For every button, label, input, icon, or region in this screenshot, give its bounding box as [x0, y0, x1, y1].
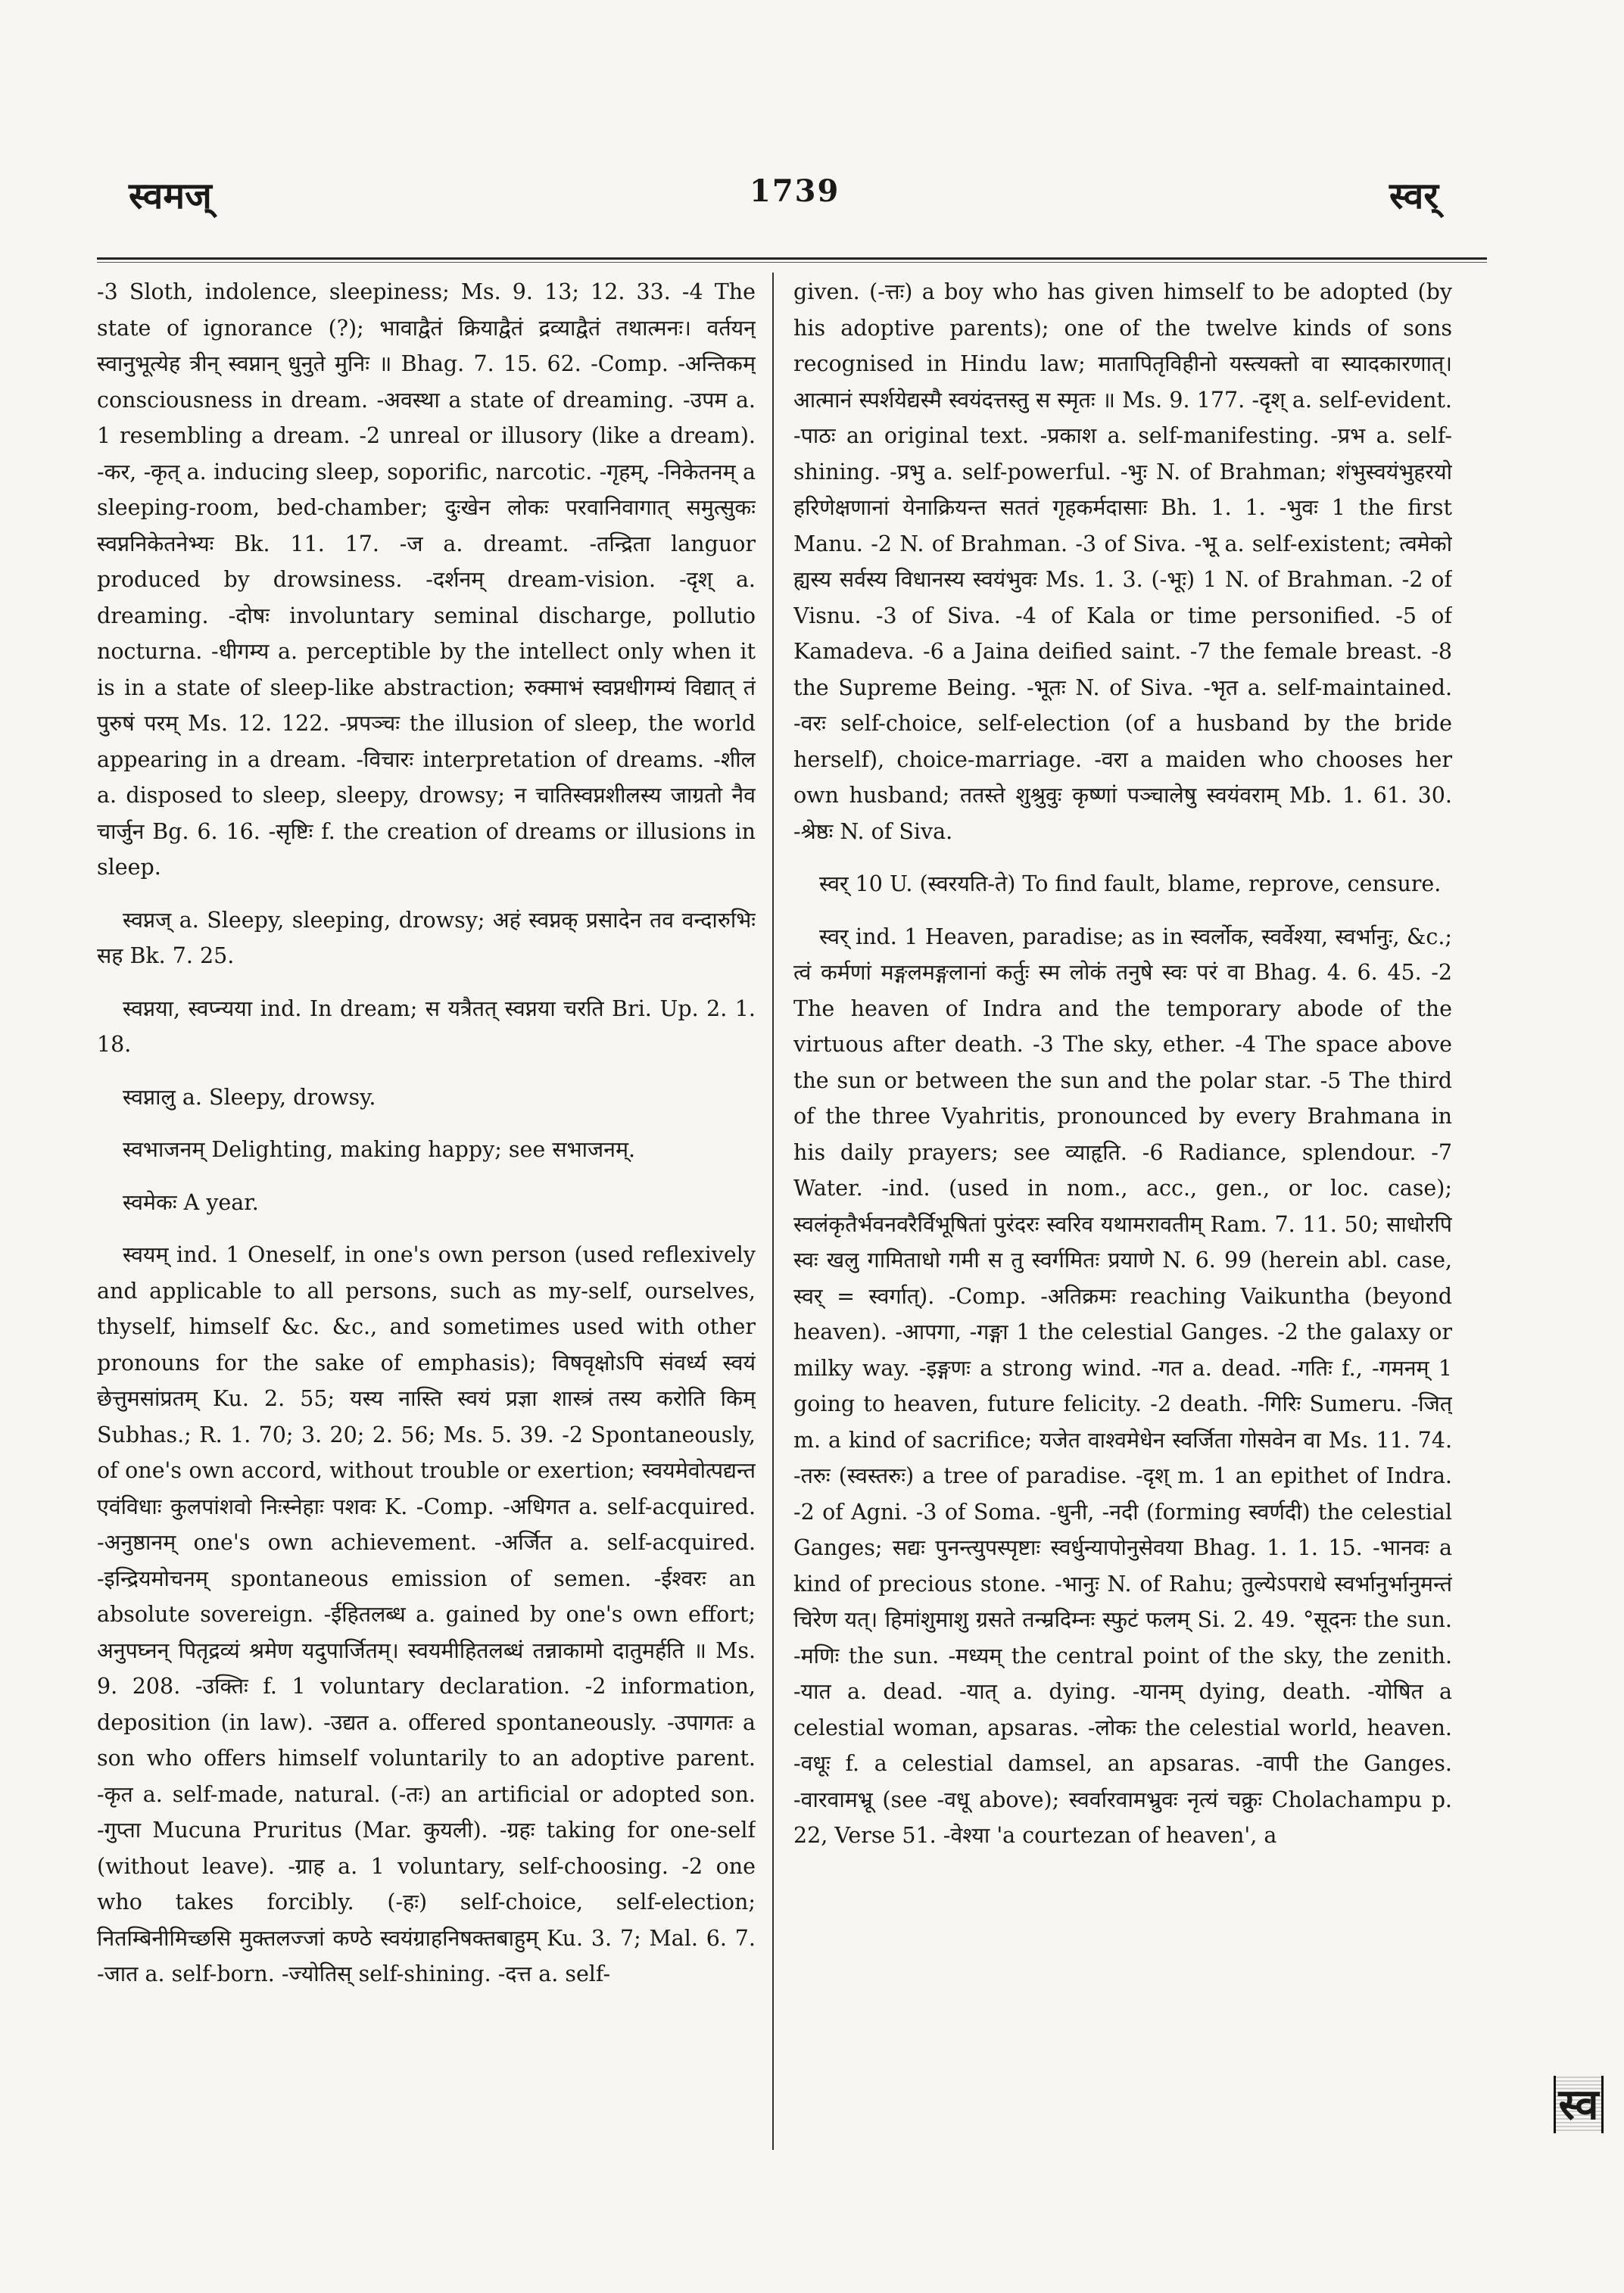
dictionary-entry: -3 Sloth, indolence, sleepiness; Ms. 9. 13; 12. 33. -4 The state of ignorance (?); भावाद्वैतं क्रियाद्वैतं द्रव्याद्वैतं तथात्मनः। वर्तयन् स्वानुभूत्येह त्रीन् स्वप्नान् धुनुते मुनिः ॥ Bhag. 7. 15. 62. -Comp. -अन्तिकम् consciousness in dream. -अवस्था a state of dreaming. -उपम a. 1 resembling a dream. -2 unreal or illusory (like a dream). -कर, -कृत् a. inducing sleep, soporific, narcotic. -गृहम्, -निकेतनम् a sleeping-room, bed-chamber; दुःखेन लोकः परवानिवागात् समुत्सुकः स्वप्ननिकेतनेभ्यः Bk. 11. 17. -ज a. dreamt. -तन्द्रिता languor produced by drowsiness. -दर्शनम् dream-vision. -दृश् a. dreaming. -दोषः involuntary seminal discharge, pollutio nocturna. -धीगम्य a. perceptible by the intellect only when it is in a state of sleep-like abstraction; रुक्माभं स्वप्नधीगम्यं विद्यात् तं पुरुषं परम् Ms. 12. 122. -प्रपञ्चः the illusion of sleep, the world appearing in a dream. -विचारः interpretation of dreams. -शील a. disposed to sleep, sleepy, drowsy; न चातिस्वप्नशीलस्य जाग्रतो नैव चार्जुन Bg. 6. 16. -सृष्टिः f. the creation of dreams or illusions in sleep. [97, 279, 756, 880]
dictionary-entry: given. (-त्तः) a boy who has given himself to be adopted (by his adoptive parents); one of the twelve kinds of sons recognised in Hindu law; मातापितृविहीनो यस्त्यक्तो वा स्यादकारणात्। आत्मानं स्पर्शयेद्यस्मै स्वयंदत्तस्तु स स्मृतः ॥ Ms. 9. 177. -दृश् a. self-evident. -पाठः an original text. -प्रकाश a. self-manifesting. -प्रभ a. self-shining. -प्रभु a. self-powerful. -भुः N. of Brahman; शंभुस्वयंभुहरयो हरिणेक्षणानां येनाक्रियन्त सततं गृहकर्मदासाः Bh. 1. 1. -भुवः 1 the first Manu. -2 N. of Brahman. -3 of Siva. -भू a. self-existent; त्वमेको ह्यस्य सर्वस्य विधानस्य स्वयंभुवः Ms. 1. 3. (-भूः) 1 N. of Brahman. -2 of Visnu. -3 of Siva. -4 of Kala or time personified. -5 of Kamadeva. -6 a Jaina deified saint. -7 the female breast. -8 the Supreme Being. -भूतः N. of Siva. -भृत a. self-maintained. -वरः self-choice, self-election (of a husband by the bride herself), choice-marriage. -वरा a maiden who chooses her own husband; ततस्ते शुश्रुवुः कृष्णां पञ्चालेषु स्वयंवराम् Mb. 1. 61. 30. -श्रेष्ठः N. of Siva. [793, 279, 1452, 844]
left-running-headword: स्वमज् [129, 175, 212, 217]
dictionary-entry: स्वर् 10 U. (स्वरयति-ते) To find fault, blame, reprove, censure. [819, 871, 1442, 896]
thumb-index-tab: स्व [1554, 2076, 1604, 2133]
column-divider [772, 273, 774, 2150]
page-header [114, 170, 1446, 231]
dictionary-entry: स्वप्नया, स्वप्न्यया ind. In dream; स यत्रैतत् स्वप्नया चरति Bri. Up. 2. 1. 18. [97, 995, 756, 1057]
header-rule [97, 257, 1487, 260]
dictionary-entry: स्वप्नालु a. Sleepy, drowsy. [123, 1084, 376, 1110]
right-column [793, 274, 1452, 2151]
page-number: 1739 [750, 173, 840, 209]
right-running-headword: स्वर् [1389, 175, 1439, 217]
dictionary-entry: स्वप्नज् a. Sleepy, sleeping, drowsy; अहं स्वप्नक् प्रसादेन तव वन्दारुभिः सह Bk. 7. 25. [97, 907, 756, 968]
dictionary-entry: स्वमेकः A year. [123, 1189, 259, 1215]
left-column [97, 274, 756, 2151]
header-rule-thin [97, 262, 1487, 263]
dictionary-entry: स्वयम् ind. 1 Oneself, in one's own person (used reflexively and applicable to all persons, such as my-self, ourselves, thyself, himself &c. &c., and sometimes used with other pronouns for the sake of emphasis); विषवृक्षोऽपि संवर्ध्य स्वयं छेत्तुमसांप्रतम् Ku. 2. 55; यस्य नास्ति स्वयं प्रज्ञा शास्त्रं तस्य करोति किम् Subhas.; R. 1. 70; 3. 20; 2. 56; Ms. 5. 39. -2 Spontaneously, of one's own accord, without trouble or exertion; स्वयमेवोत्पद्यन्त एवंविधाः कुलपांशवो निःस्नेहाः पशवः K. -Comp. -अधिगत a. self-acquired. -अनुष्ठानम् one's own achievement. -अर्जित a. self-acquired. -इन्द्रियमोचनम् spontaneous emission of semen. -ईश्वरः an absolute sovereign. -ईहितलब्ध a. gained by one's own effort; अनुपघ्नन् पितृद्रव्यं श्रमेण यदुपार्जितम्। स्वयमीहितलब्धं तन्नाकामो दातुमर्हति ॥ Ms. 9. 208. -उक्तिः f. 1 voluntary declaration. -2 information, deposition (in law). -उद्यत a. offered spontaneously. -उपागतः a son who offers himself voluntarily to an adoptive parent. -कृत a. self-made, natural. (-तः) an artificial or adopted son. -गुप्ता Mucuna Pruritus (Mar. कुयली). -ग्रहः taking for one-self (without leave). -ग्राह a. 1 voluntary, self-choosing. -2 one who takes forcibly. (-हः) self-choice, self-election; नितम्बिनीमिच्छसि मुक्तलज्जां कण्ठे स्वयंग्राहनिषक्तबाहुम् Ku. 3. 7; Mal. 6. 7. -जात a. self-born. -ज्योतिस् self-shining. -दत्त a. self- [97, 1242, 756, 1986]
dictionary-entry: स्वर् ind. 1 Heaven, paradise; as in स्वर्लोक, स्वर्वेश्या, स्वर्भानुः, &c.; त्वं कर्मणां मङ्गलमङ्गलानां कर्तुः स्म लोकं तनुषे स्वः परं वा Bhag. 4. 6. 45. -2 The heaven of Indra and the temporary abode of the virtuous after death. -3 The sky, ether. -4 The space above the sun or between the sun and the polar star. -5 The third of the three Vyahritis, pronounced by every Brahmana in his daily prayers; see व्याहृति. -6 Radiance, splendour. -7 Water. -ind. (used in nom., acc., gen., or loc. case); स्वलंकृतैर्भवनवरैर्विभूषितां पुरंदरः स्वरिव यथामरावतीम् Ram. 7. 11. 50; साधोरपि स्वः खलु गामिताधो गमी स तु स्वर्गमितः प्रयाणे N. 6. 99 (herein abl. case, स्वर् = स्वर्गात्). -Comp. -अतिक्रमः reaching Vaikuntha (beyond heaven). -आपगा, -गङ्गा 1 the celestial Ganges. -2 the galaxy or milky way. -इङ्गणः a strong wind. -गत a. dead. -गतिः f., -गमनम् 1 going to heaven, future felicity. -2 death. -गिरिः Sumeru. -जित् m. a kind of sacrifice; यजेत वाश्वमेधेन स्वर्जिता गोसवेन वा Ms. 11. 74. -तरुः (स्वस्तरुः) a tree of paradise. -दृश् m. 1 an epithet of Indra. -2 of Agni. -3 of Soma. -धुनी, -नदी (forming स्वर्णदी) the celestial Ganges; सद्यः पुनन्त्युपस्पृष्टाः स्वर्धुन्यापोनुसेवया Bhag. 1. 1. 15. -भानवः a kind of precious stone. -भानुः N. of Rahu; तुल्येऽपराधे स्वर्भानुर्भानुमन्तं चिरेण यत्। हिमांशुमाशु ग्रसते तन्म्रदिम्नः स्फुटं फलम् Si. 2. 49. °सूदनः the sun. -मणिः the sun. -मध्यम् the central point of the sky, the zenith. -यात a. dead. -यात् a. dying. -यानम् dying, death. -योषित a celestial woman, apsaras. -लोकः the celestial world, heaven. -वधूः f. a celestial damsel, an apsaras. -वापी the Ganges. -वारवामभ्रू (see -वधू above); स्वर्वारवामभ्रुवः नृत्यं चक्रुः Cholachampu p. 22, Verse 51. -वेश्या 'a courtezan of heaven', a [793, 924, 1452, 1848]
dictionary-entry: स्वभाजनम् Delighting, making happy; see सभाजनम्. [123, 1137, 636, 1162]
